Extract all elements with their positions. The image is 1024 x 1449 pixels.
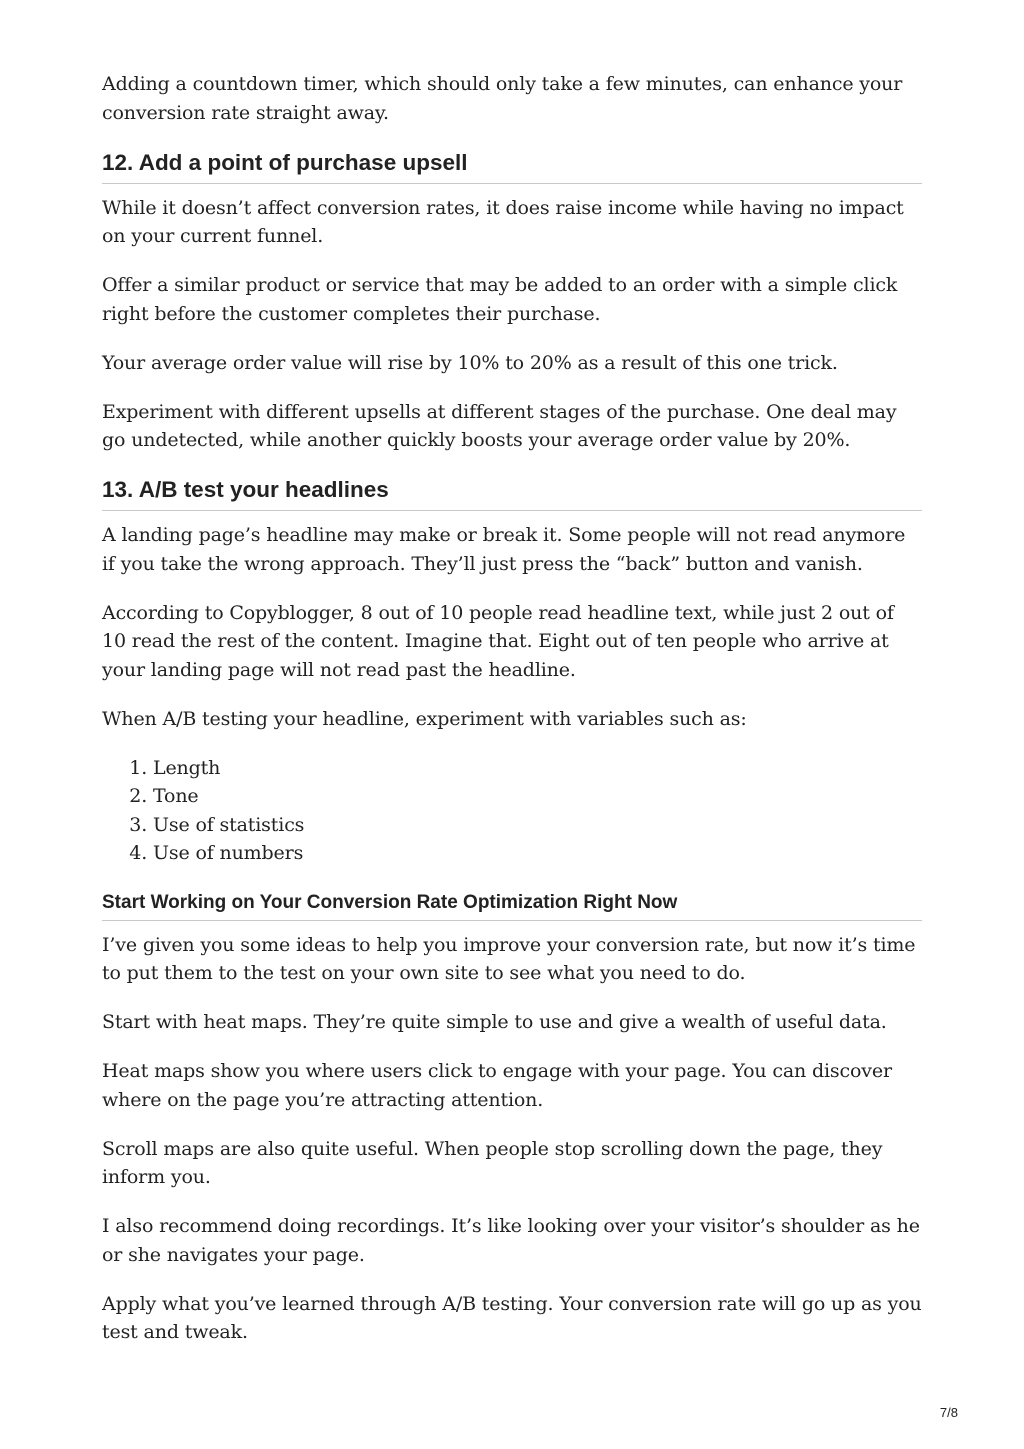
section-13-paragraph-3: When A/B testing your headline, experiment with variables such as: bbox=[102, 707, 747, 730]
article-content bbox=[102, 70, 922, 1367]
page-number: 7/8 bbox=[939, 1405, 958, 1420]
conclusion-paragraph-4: Scroll maps are also quite useful. When people stop scrolling down the page, they inform you. bbox=[102, 1137, 883, 1188]
list-item: 4. Use of numbers bbox=[153, 839, 922, 868]
intro-paragraph: Adding a countdown timer, which should only take a few minutes, can enhance your conversion rate straight away. bbox=[102, 73, 903, 124]
section-12-paragraph-3: Your average order value will rise by 10% to 20% as a result of this one trick. bbox=[102, 351, 838, 374]
section-12-paragraph-2: Offer a similar product or service that may be added to an order with a simple click right before the customer completes their purchase. bbox=[102, 274, 898, 325]
conclusion-paragraph-2: Start with heat maps. They’re quite simple to use and give a wealth of useful data. bbox=[102, 1011, 887, 1033]
list-item: 1. Length bbox=[153, 754, 922, 783]
conclusion-paragraph-6: Apply what you’ve learned through A/B testing. Your conversion rate will go up as you test and tweak. bbox=[102, 1292, 922, 1343]
section-13-heading: 13. A/B test your headlines bbox=[102, 475, 922, 511]
headline-variables-list bbox=[102, 754, 922, 868]
section-12-paragraph-4: Experiment with different upsells at different stages of the purchase. One deal may go undetected, while another quickly boosts your average order value by 20%. bbox=[102, 400, 897, 451]
section-12-heading: 12. Add a point of purchase upsell bbox=[102, 148, 922, 184]
section-12-paragraph-1: While it doesn’t affect conversion rates, it does raise income while having no impact on your current funnel. bbox=[102, 196, 904, 247]
conclusion-paragraph-3: Heat maps show you where users click to engage with your page. You can discover where on the page you’re attracting attention. bbox=[102, 1060, 892, 1111]
section-13-paragraph-1: A landing page’s headline may make or break it. Some people will not read anymore if you take the wrong approach. They’ll just press the “back” button and vanish. bbox=[102, 524, 906, 575]
list-item: 2. Tone bbox=[153, 782, 922, 811]
list-item: 3. Use of statistics bbox=[153, 811, 922, 840]
conclusion-paragraph-5: I also recommend doing recordings. It’s like looking over your visitor’s shoulder as he or she navigates your page. bbox=[102, 1215, 920, 1266]
section-13-paragraph-2: According to Copyblogger, 8 out of 10 people read headline text, while just 2 out of 10 read the rest of the content. Imagine that. Eight out of ten people who arrive at your landing page will not read past the headline. bbox=[102, 601, 894, 681]
conclusion-heading: Start Working on Your Conversion Rate Optimization Right Now bbox=[102, 890, 922, 921]
conclusion-paragraph-1: I’ve given you some ideas to help you improve your conversion rate, but now it’s time to put them to the test on your own site to see what you need to do. bbox=[102, 933, 916, 984]
